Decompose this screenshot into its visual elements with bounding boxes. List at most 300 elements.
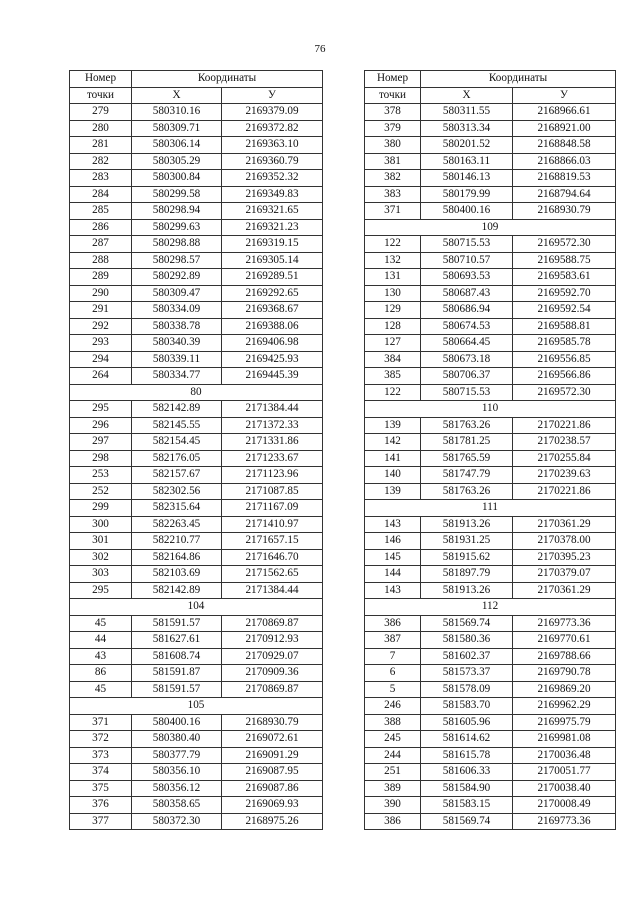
table-row <box>70 219 323 236</box>
y-coordinate-cell: 2170038.40 <box>513 780 616 797</box>
header-coordinates: Координаты <box>132 71 323 88</box>
table-row <box>365 632 616 649</box>
y-coordinate-cell: 2169388.06 <box>222 318 323 335</box>
point-number-cell: 132 <box>365 252 421 269</box>
y-coordinate-cell: 2169975.79 <box>513 714 616 731</box>
point-number-cell: 285 <box>70 203 132 220</box>
point-number-cell: 382 <box>365 170 421 187</box>
table-row <box>70 764 323 781</box>
point-number-cell: 281 <box>70 137 132 154</box>
header-point-number: Номер <box>70 71 132 88</box>
y-coordinate-cell: 2171410.97 <box>222 516 323 533</box>
table-row <box>70 203 323 220</box>
table-row <box>365 681 616 698</box>
point-number-cell: 295 <box>70 401 132 418</box>
point-number-cell: 279 <box>70 104 132 121</box>
y-coordinate-cell: 2171233.67 <box>222 450 323 467</box>
table-row <box>70 797 323 814</box>
point-number-cell: 43 <box>70 648 132 665</box>
point-number-cell: 127 <box>365 335 421 352</box>
table-row <box>365 714 616 731</box>
point-number-cell: 45 <box>70 681 132 698</box>
x-coordinate-cell: 580146.13 <box>421 170 513 187</box>
y-coordinate-cell: 2169566.86 <box>513 368 616 385</box>
x-coordinate-cell: 580299.63 <box>132 219 222 236</box>
section-number: 80 <box>70 384 323 401</box>
table-row <box>365 797 616 814</box>
x-coordinate-cell: 580310.16 <box>132 104 222 121</box>
point-number-cell: 371 <box>365 203 421 220</box>
y-coordinate-cell: 2170238.57 <box>513 434 616 451</box>
point-number-cell: 298 <box>70 450 132 467</box>
x-coordinate-cell: 580673.18 <box>421 351 513 368</box>
point-number-cell: 294 <box>70 351 132 368</box>
x-coordinate-cell: 582145.55 <box>132 417 222 434</box>
table-row <box>365 780 616 797</box>
x-coordinate-cell: 581781.25 <box>421 434 513 451</box>
x-coordinate-cell: 580338.78 <box>132 318 222 335</box>
table-row <box>365 566 616 583</box>
y-coordinate-cell: 2170361.29 <box>513 582 616 599</box>
table-row <box>365 731 616 748</box>
x-coordinate-cell: 580306.14 <box>132 137 222 154</box>
section-row <box>365 500 616 517</box>
y-coordinate-cell: 2168819.53 <box>513 170 616 187</box>
table-row <box>70 813 323 830</box>
table-row <box>365 582 616 599</box>
y-coordinate-cell: 2169372.82 <box>222 120 323 137</box>
table-row <box>70 582 323 599</box>
x-coordinate-cell: 580686.94 <box>421 302 513 319</box>
y-coordinate-cell: 2170051.77 <box>513 764 616 781</box>
y-coordinate-cell: 2171167.09 <box>222 500 323 517</box>
table-row <box>365 351 616 368</box>
y-coordinate-cell: 2170361.29 <box>513 516 616 533</box>
point-number-cell: 264 <box>70 368 132 385</box>
table-row <box>365 335 616 352</box>
section-number: 112 <box>365 599 616 616</box>
table-row <box>365 764 616 781</box>
table-row <box>70 467 323 484</box>
point-number-cell: 385 <box>365 368 421 385</box>
x-coordinate-cell: 580380.40 <box>132 731 222 748</box>
y-coordinate-cell: 2169321.65 <box>222 203 323 220</box>
section-number: 105 <box>70 698 323 715</box>
y-coordinate-cell: 2171087.85 <box>222 483 323 500</box>
point-number-cell: 386 <box>365 615 421 632</box>
y-coordinate-cell: 2169069.93 <box>222 797 323 814</box>
table-row <box>365 615 616 632</box>
x-coordinate-cell: 580358.65 <box>132 797 222 814</box>
x-coordinate-cell: 581931.25 <box>421 533 513 550</box>
table-row <box>70 632 323 649</box>
y-coordinate-cell: 2168930.79 <box>222 714 323 731</box>
x-coordinate-cell: 581763.26 <box>421 417 513 434</box>
y-coordinate-cell: 2168866.03 <box>513 153 616 170</box>
x-coordinate-cell: 580356.12 <box>132 780 222 797</box>
page-number: 76 <box>314 43 326 55</box>
header-point-label: точки <box>365 87 421 104</box>
point-number-cell: 384 <box>365 351 421 368</box>
y-coordinate-cell: 2169592.54 <box>513 302 616 319</box>
y-coordinate-cell: 2171384.44 <box>222 401 323 418</box>
y-coordinate-cell: 2169770.61 <box>513 632 616 649</box>
x-coordinate-cell: 580163.11 <box>421 153 513 170</box>
table-row <box>70 500 323 517</box>
x-coordinate-cell: 581627.61 <box>132 632 222 649</box>
x-coordinate-cell: 581584.90 <box>421 780 513 797</box>
point-number-cell: 302 <box>70 549 132 566</box>
point-number-cell: 139 <box>365 483 421 500</box>
table-row <box>70 120 323 137</box>
y-coordinate-cell: 2169292.65 <box>222 285 323 302</box>
point-number-cell: 379 <box>365 120 421 137</box>
point-number-cell: 380 <box>365 137 421 154</box>
x-coordinate-cell: 582142.89 <box>132 582 222 599</box>
x-coordinate-cell: 581915.62 <box>421 549 513 566</box>
x-coordinate-cell: 581605.96 <box>421 714 513 731</box>
table-row <box>365 203 616 220</box>
y-coordinate-cell: 2170379.07 <box>513 566 616 583</box>
x-coordinate-cell: 582164.86 <box>132 549 222 566</box>
point-number-cell: 141 <box>365 450 421 467</box>
table-row <box>365 533 616 550</box>
table-row <box>70 434 323 451</box>
y-coordinate-cell: 2169585.78 <box>513 335 616 352</box>
y-coordinate-cell: 2170869.87 <box>222 681 323 698</box>
x-coordinate-cell: 580309.47 <box>132 285 222 302</box>
point-number-cell: 44 <box>70 632 132 649</box>
x-coordinate-cell: 582315.64 <box>132 500 222 517</box>
point-number-cell: 130 <box>365 285 421 302</box>
table-row <box>365 516 616 533</box>
x-coordinate-cell: 581573.37 <box>421 665 513 682</box>
table-row <box>70 483 323 500</box>
y-coordinate-cell: 2171372.33 <box>222 417 323 434</box>
table-row <box>365 170 616 187</box>
point-number-cell: 291 <box>70 302 132 319</box>
table-row <box>70 285 323 302</box>
point-number-cell: 373 <box>70 747 132 764</box>
table-row <box>365 137 616 154</box>
y-coordinate-cell: 2169352.32 <box>222 170 323 187</box>
y-coordinate-cell: 2170395.23 <box>513 549 616 566</box>
x-coordinate-cell: 581765.59 <box>421 450 513 467</box>
table-row <box>70 714 323 731</box>
point-number-cell: 387 <box>365 632 421 649</box>
point-number-cell: 386 <box>365 813 421 830</box>
header-coordinates: Координаты <box>421 71 616 88</box>
y-coordinate-cell: 2168848.58 <box>513 137 616 154</box>
x-coordinate-cell: 580715.53 <box>421 236 513 253</box>
point-number-cell: 376 <box>70 797 132 814</box>
y-coordinate-cell: 2170869.87 <box>222 615 323 632</box>
header-point-number: Номер <box>365 71 421 88</box>
y-coordinate-cell: 2169321.23 <box>222 219 323 236</box>
table-row <box>365 285 616 302</box>
y-coordinate-cell: 2169773.36 <box>513 615 616 632</box>
point-number-cell: 284 <box>70 186 132 203</box>
table-row <box>70 104 323 121</box>
y-coordinate-cell: 2170929.07 <box>222 648 323 665</box>
table-row <box>365 318 616 335</box>
table-row <box>70 450 323 467</box>
x-coordinate-cell: 581591.57 <box>132 681 222 698</box>
y-coordinate-cell: 2169572.30 <box>513 236 616 253</box>
section-number: 110 <box>365 401 616 418</box>
point-number-cell: 303 <box>70 566 132 583</box>
point-number-cell: 246 <box>365 698 421 715</box>
point-number-cell: 282 <box>70 153 132 170</box>
table-row <box>70 153 323 170</box>
table-row <box>70 566 323 583</box>
y-coordinate-cell: 2169788.66 <box>513 648 616 665</box>
table-row <box>365 665 616 682</box>
x-coordinate-cell: 580298.57 <box>132 252 222 269</box>
point-number-cell: 374 <box>70 764 132 781</box>
table-row <box>70 665 323 682</box>
y-coordinate-cell: 2169360.79 <box>222 153 323 170</box>
point-number-cell: 5 <box>365 681 421 698</box>
table-row <box>365 434 616 451</box>
coordinates-table-right <box>364 70 616 830</box>
y-coordinate-cell: 2171646.70 <box>222 549 323 566</box>
y-coordinate-cell: 2168930.79 <box>513 203 616 220</box>
table-row <box>365 186 616 203</box>
point-number-cell: 389 <box>365 780 421 797</box>
table-row <box>365 368 616 385</box>
point-number-cell: 296 <box>70 417 132 434</box>
y-coordinate-cell: 2169588.81 <box>513 318 616 335</box>
table-row <box>365 483 616 500</box>
x-coordinate-cell: 580300.84 <box>132 170 222 187</box>
x-coordinate-cell: 580674.53 <box>421 318 513 335</box>
y-coordinate-cell: 2169406.98 <box>222 335 323 352</box>
y-coordinate-cell: 2171562.65 <box>222 566 323 583</box>
table-row <box>70 170 323 187</box>
y-coordinate-cell: 2168975.26 <box>222 813 323 830</box>
table-row <box>365 747 616 764</box>
y-coordinate-cell: 2170912.93 <box>222 632 323 649</box>
point-number-cell: 388 <box>365 714 421 731</box>
table-row <box>365 698 616 715</box>
x-coordinate-cell: 580377.79 <box>132 747 222 764</box>
point-number-cell: 297 <box>70 434 132 451</box>
y-coordinate-cell: 2169773.36 <box>513 813 616 830</box>
y-coordinate-cell: 2169087.95 <box>222 764 323 781</box>
point-number-cell: 295 <box>70 582 132 599</box>
table-row <box>365 549 616 566</box>
table-row <box>70 780 323 797</box>
y-coordinate-cell: 2169962.29 <box>513 698 616 715</box>
x-coordinate-cell: 580339.11 <box>132 351 222 368</box>
x-coordinate-cell: 581747.79 <box>421 467 513 484</box>
x-coordinate-cell: 581569.74 <box>421 615 513 632</box>
point-number-cell: 289 <box>70 269 132 286</box>
x-coordinate-cell: 582103.69 <box>132 566 222 583</box>
point-number-cell: 144 <box>365 566 421 583</box>
point-number-cell: 139 <box>365 417 421 434</box>
x-coordinate-cell: 581763.26 <box>421 483 513 500</box>
y-coordinate-cell: 2169349.83 <box>222 186 323 203</box>
x-coordinate-cell: 582263.45 <box>132 516 222 533</box>
table-row <box>70 302 323 319</box>
x-coordinate-cell: 580298.88 <box>132 236 222 253</box>
x-coordinate-cell: 580334.77 <box>132 368 222 385</box>
point-number-cell: 390 <box>365 797 421 814</box>
y-coordinate-cell: 2171384.44 <box>222 582 323 599</box>
section-row <box>365 401 616 418</box>
section-row <box>365 599 616 616</box>
table-row <box>70 318 323 335</box>
y-coordinate-cell: 2169363.10 <box>222 137 323 154</box>
table-row <box>70 186 323 203</box>
x-coordinate-cell: 580309.71 <box>132 120 222 137</box>
x-coordinate-cell: 582176.05 <box>132 450 222 467</box>
table-row <box>70 137 323 154</box>
point-number-cell: 7 <box>365 648 421 665</box>
point-number-cell: 128 <box>365 318 421 335</box>
coordinates-table-left <box>69 70 323 830</box>
table-row <box>70 351 323 368</box>
point-number-cell: 287 <box>70 236 132 253</box>
point-number-cell: 6 <box>365 665 421 682</box>
table-row <box>70 533 323 550</box>
point-number-cell: 140 <box>365 467 421 484</box>
table-row <box>70 368 323 385</box>
x-coordinate-cell: 580305.29 <box>132 153 222 170</box>
x-coordinate-cell: 581608.74 <box>132 648 222 665</box>
x-coordinate-cell: 580340.39 <box>132 335 222 352</box>
x-coordinate-cell: 580313.34 <box>421 120 513 137</box>
y-coordinate-cell: 2168794.64 <box>513 186 616 203</box>
table-row <box>365 417 616 434</box>
x-coordinate-cell: 582154.45 <box>132 434 222 451</box>
point-number-cell: 122 <box>365 236 421 253</box>
section-row <box>70 384 323 401</box>
y-coordinate-cell: 2171657.15 <box>222 533 323 550</box>
x-coordinate-cell: 581913.26 <box>421 582 513 599</box>
table-row <box>365 384 616 401</box>
header-x: X <box>421 87 513 104</box>
table-row <box>70 747 323 764</box>
x-coordinate-cell: 580687.43 <box>421 285 513 302</box>
table-row <box>365 236 616 253</box>
x-coordinate-cell: 581897.79 <box>421 566 513 583</box>
point-number-cell: 286 <box>70 219 132 236</box>
header-point-label: точки <box>70 87 132 104</box>
y-coordinate-cell: 2169790.78 <box>513 665 616 682</box>
point-number-cell: 372 <box>70 731 132 748</box>
x-coordinate-cell: 580400.16 <box>132 714 222 731</box>
point-number-cell: 251 <box>365 764 421 781</box>
section-row <box>365 219 616 236</box>
point-number-cell: 383 <box>365 186 421 203</box>
y-coordinate-cell: 2169572.30 <box>513 384 616 401</box>
y-coordinate-cell: 2169981.08 <box>513 731 616 748</box>
table-row <box>365 104 616 121</box>
table-row <box>365 467 616 484</box>
point-number-cell: 143 <box>365 516 421 533</box>
point-number-cell: 252 <box>70 483 132 500</box>
header-x: X <box>132 87 222 104</box>
y-coordinate-cell: 2170008.49 <box>513 797 616 814</box>
x-coordinate-cell: 580334.09 <box>132 302 222 319</box>
y-coordinate-cell: 2170909.36 <box>222 665 323 682</box>
table-row <box>365 813 616 830</box>
point-number-cell: 143 <box>365 582 421 599</box>
y-coordinate-cell: 2169072.61 <box>222 731 323 748</box>
point-number-cell: 378 <box>365 104 421 121</box>
y-coordinate-cell: 2168966.61 <box>513 104 616 121</box>
table-row <box>365 302 616 319</box>
y-coordinate-cell: 2170239.63 <box>513 467 616 484</box>
x-coordinate-cell: 580311.55 <box>421 104 513 121</box>
table-row <box>70 236 323 253</box>
x-coordinate-cell: 582157.67 <box>132 467 222 484</box>
x-coordinate-cell: 581614.62 <box>421 731 513 748</box>
point-number-cell: 375 <box>70 780 132 797</box>
y-coordinate-cell: 2169305.14 <box>222 252 323 269</box>
point-number-cell: 288 <box>70 252 132 269</box>
y-coordinate-cell: 2169319.15 <box>222 236 323 253</box>
x-coordinate-cell: 581591.57 <box>132 615 222 632</box>
x-coordinate-cell: 582210.77 <box>132 533 222 550</box>
point-number-cell: 253 <box>70 467 132 484</box>
point-number-cell: 381 <box>365 153 421 170</box>
point-number-cell: 293 <box>70 335 132 352</box>
y-coordinate-cell: 2169368.67 <box>222 302 323 319</box>
x-coordinate-cell: 580201.52 <box>421 137 513 154</box>
table-row <box>70 648 323 665</box>
y-coordinate-cell: 2169445.39 <box>222 368 323 385</box>
x-coordinate-cell: 580179.99 <box>421 186 513 203</box>
point-number-cell: 244 <box>365 747 421 764</box>
point-number-cell: 377 <box>70 813 132 830</box>
y-coordinate-cell: 2169588.75 <box>513 252 616 269</box>
x-coordinate-cell: 580372.30 <box>132 813 222 830</box>
x-coordinate-cell: 581615.78 <box>421 747 513 764</box>
y-coordinate-cell: 2170036.48 <box>513 747 616 764</box>
section-number: 109 <box>365 219 616 236</box>
x-coordinate-cell: 580298.94 <box>132 203 222 220</box>
y-coordinate-cell: 2169583.61 <box>513 269 616 286</box>
point-number-cell: 122 <box>365 384 421 401</box>
y-coordinate-cell: 2169087.86 <box>222 780 323 797</box>
point-number-cell: 146 <box>365 533 421 550</box>
y-coordinate-cell: 2169592.70 <box>513 285 616 302</box>
point-number-cell: 300 <box>70 516 132 533</box>
x-coordinate-cell: 580693.53 <box>421 269 513 286</box>
point-number-cell: 131 <box>365 269 421 286</box>
x-coordinate-cell: 580400.16 <box>421 203 513 220</box>
x-coordinate-cell: 581580.36 <box>421 632 513 649</box>
table-row <box>70 731 323 748</box>
header-y: У <box>222 87 323 104</box>
y-coordinate-cell: 2170221.86 <box>513 483 616 500</box>
table-row <box>365 648 616 665</box>
point-number-cell: 283 <box>70 170 132 187</box>
table-row <box>365 252 616 269</box>
point-number-cell: 290 <box>70 285 132 302</box>
section-number: 111 <box>365 500 616 517</box>
x-coordinate-cell: 582302.56 <box>132 483 222 500</box>
y-coordinate-cell: 2169556.85 <box>513 351 616 368</box>
point-number-cell: 245 <box>365 731 421 748</box>
point-number-cell: 280 <box>70 120 132 137</box>
x-coordinate-cell: 580664.45 <box>421 335 513 352</box>
section-row <box>70 599 323 616</box>
